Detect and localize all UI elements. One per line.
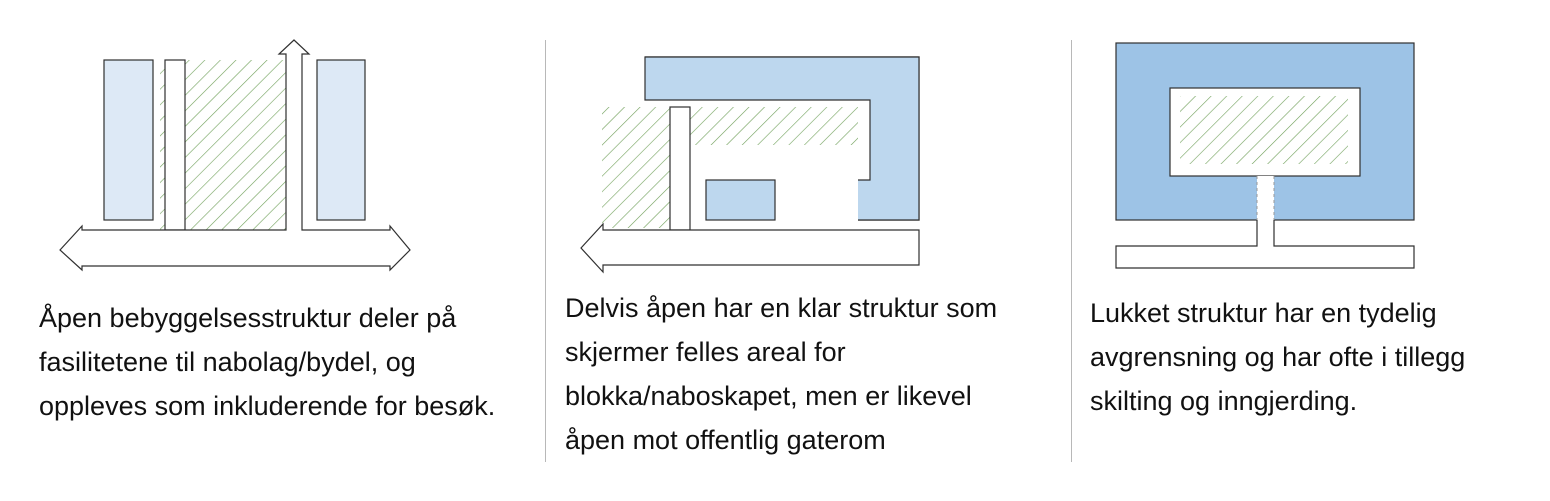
street-t [1116,220,1414,268]
caption-semi-open [565,286,997,462]
caption-closed [1090,291,1465,423]
caption-line: Lukket struktur har en tydelig [1090,298,1437,328]
building-right [317,60,365,220]
caption-line: fasilitetene til nabolag/bydel, og [39,347,416,377]
semi-open-structure-diagram [581,57,919,272]
caption-line: oppleves som inkluderende for besøk. [39,391,496,421]
building-left [104,60,153,220]
shared-area-hatched [1180,96,1348,164]
open-structure-diagram [60,40,410,270]
divider-left [545,40,546,462]
divider-right [1071,40,1072,462]
caption-line: Åpen bebyggelsesstruktur deler på [39,303,457,333]
caption-line: skjermer felles areal for [565,337,846,367]
caption-open [39,296,495,428]
closed-structure-diagram [1116,43,1414,268]
caption-line: blokka/naboskapet, men er likevel [565,381,972,411]
caption-line: åpen mot offentlig gaterom [565,425,886,455]
caption-line: avgrensning og har ofte i tillegg [1090,342,1466,372]
entry-path [670,107,690,230]
gate-passage [1257,176,1274,220]
caption-line: skilting og inngjerding. [1090,386,1358,416]
path-strip [165,60,185,230]
street-arrow-left [581,224,919,272]
caption-line: Delvis åpen har en klar struktur som [565,293,998,323]
